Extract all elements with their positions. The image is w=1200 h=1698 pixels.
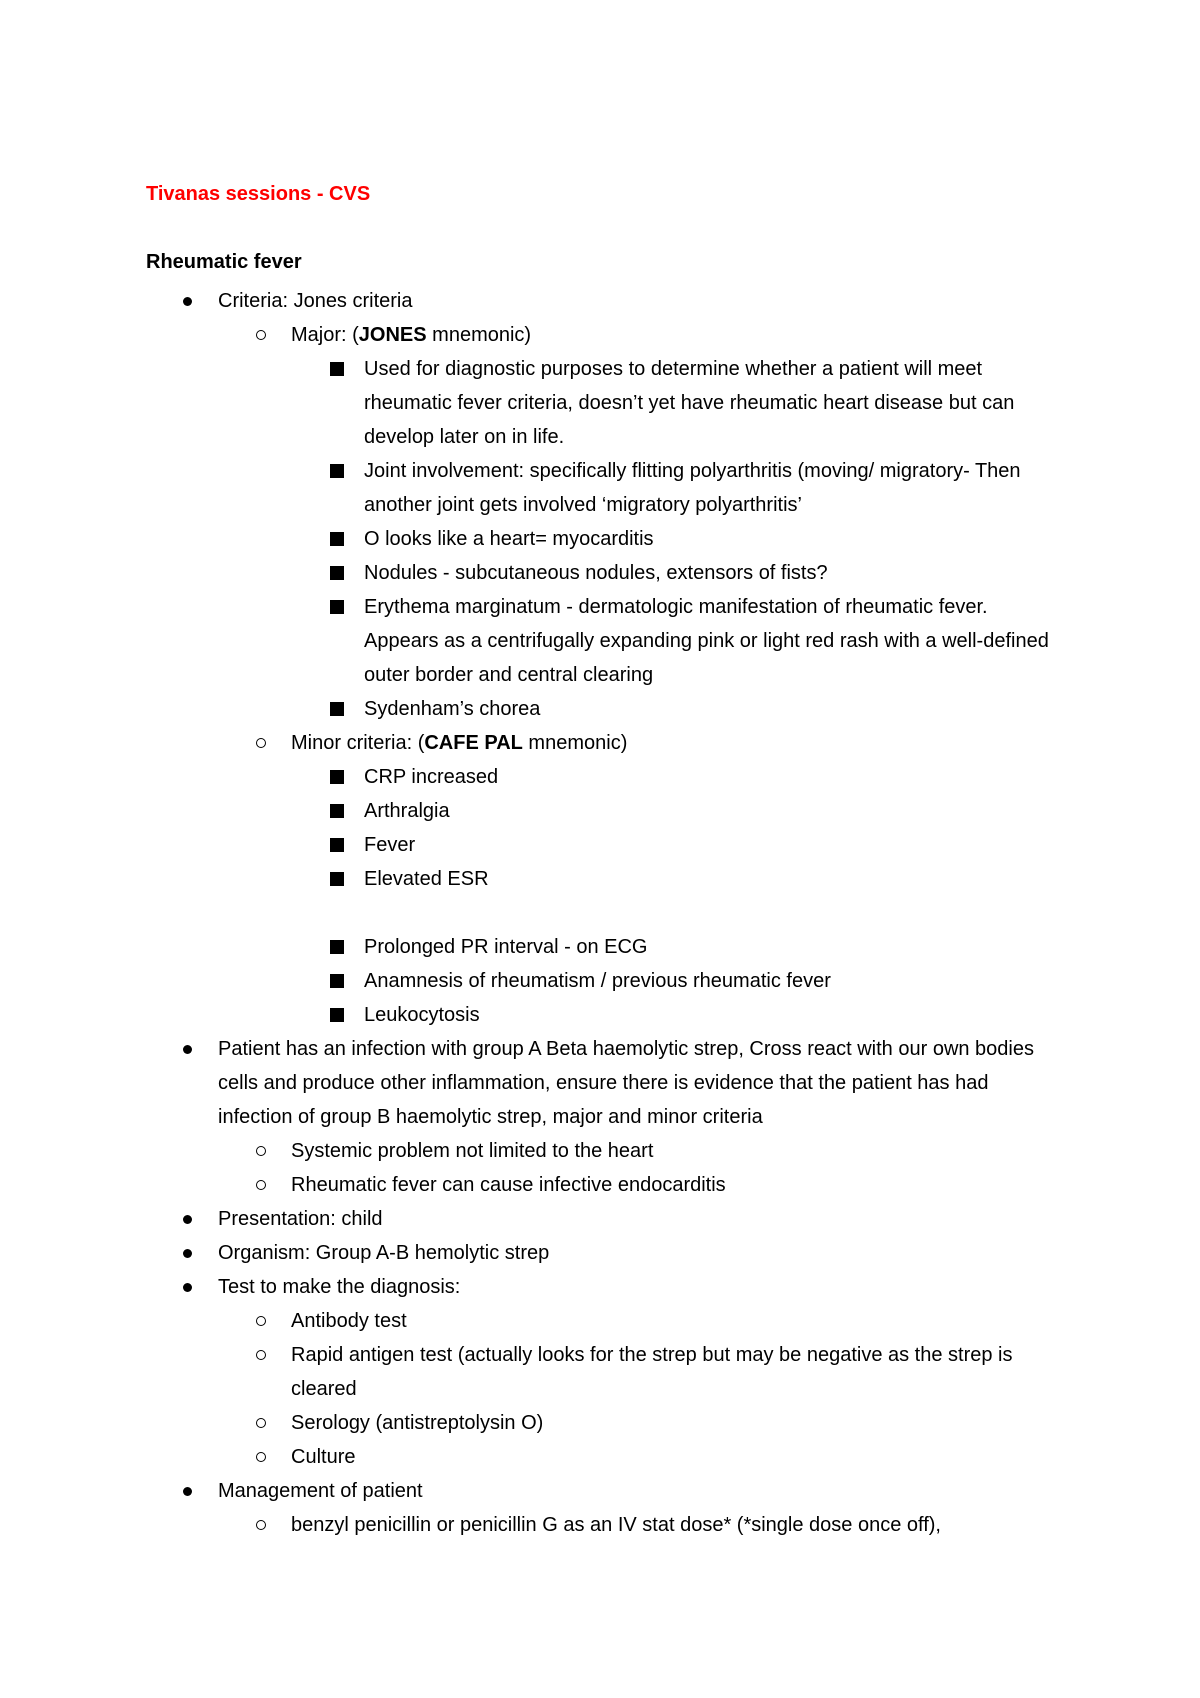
bullet-square-icon bbox=[330, 532, 344, 546]
major-item-text: Joint involvement: specifically flitting polyarthritis (moving/ migratory- Then another joint gets involved ‘migratory polyarthritis’ bbox=[364, 460, 1021, 516]
list-item-management bbox=[0, 1474, 1058, 1508]
major-item-text: Used for diagnostic purposes to determine whether a patient will meet rheumatic fever criteria, doesn’t yet have rheumatic heart disease but can develop later on in life. bbox=[364, 358, 1015, 448]
bullet-square-icon bbox=[330, 872, 344, 886]
bullet-square-icon bbox=[330, 804, 344, 818]
list-item bbox=[0, 692, 1064, 726]
list-item bbox=[0, 522, 1064, 556]
blank-line bbox=[0, 896, 1200, 930]
list-item-criteria bbox=[0, 284, 1058, 318]
infection-item-text: Systemic problem not limited to the heart bbox=[291, 1140, 654, 1162]
bullet-disc-icon bbox=[183, 1249, 192, 1258]
bullet-circle-icon bbox=[256, 1316, 266, 1326]
bullet-disc-icon bbox=[183, 1045, 192, 1054]
bullet-circle-icon bbox=[256, 330, 266, 340]
list-item bbox=[0, 930, 1064, 964]
minor-item-text: Leukocytosis bbox=[364, 1004, 480, 1026]
list-item bbox=[0, 1440, 1058, 1474]
bullet-circle-icon bbox=[256, 738, 266, 748]
outline-list bbox=[0, 284, 1200, 1542]
document-title: Tivanas sessions - CVS bbox=[146, 183, 371, 205]
list-item bbox=[0, 1508, 1058, 1542]
list-item bbox=[0, 352, 1064, 454]
list-item-presentation bbox=[0, 1202, 1058, 1236]
minor-item-text: Prolonged PR interval - on ECG bbox=[364, 936, 648, 958]
major-suffix: mnemonic) bbox=[426, 324, 532, 346]
bullet-square-icon bbox=[330, 600, 344, 614]
bullet-circle-icon bbox=[256, 1520, 266, 1530]
major-item-text: O looks like a heart= myocarditis bbox=[364, 528, 654, 550]
list-item bbox=[0, 794, 1064, 828]
minor-item-text: Arthralgia bbox=[364, 800, 450, 822]
list-item bbox=[0, 964, 1064, 998]
bullet-square-icon bbox=[330, 464, 344, 478]
bullet-disc-icon bbox=[183, 1215, 192, 1224]
list-item-organism bbox=[0, 1236, 1058, 1270]
bullet-circle-icon bbox=[256, 1146, 266, 1156]
bullet-square-icon bbox=[330, 702, 344, 716]
list-item-infection bbox=[0, 1032, 1058, 1134]
bullet-disc-icon bbox=[183, 1487, 192, 1496]
bullet-square-icon bbox=[330, 974, 344, 988]
test-item-text: Serology (antistreptolysin O) bbox=[291, 1412, 544, 1434]
organism-text: Organism: Group A-B hemolytic strep bbox=[218, 1242, 550, 1264]
test-item-text: Culture bbox=[291, 1446, 356, 1468]
list-item-major bbox=[0, 318, 1058, 352]
bullet-square-icon bbox=[330, 838, 344, 852]
list-item bbox=[0, 760, 1064, 794]
minor-item-text: CRP increased bbox=[364, 766, 499, 788]
minor-item-text: Elevated ESR bbox=[364, 868, 489, 890]
list-item bbox=[0, 1406, 1058, 1440]
list-item bbox=[0, 556, 1064, 590]
bullet-square-icon bbox=[330, 940, 344, 954]
infection-item-text: Rheumatic fever can cause infective endocarditis bbox=[291, 1174, 726, 1196]
test-item-text: Antibody test bbox=[291, 1310, 407, 1332]
bullet-disc-icon bbox=[183, 1283, 192, 1292]
bullet-square-icon bbox=[330, 566, 344, 580]
list-item bbox=[0, 998, 1064, 1032]
list-item-minor bbox=[0, 726, 1058, 760]
management-item-text: benzyl penicillin or penicillin G as an IV stat dose* (*single dose once off), bbox=[291, 1514, 941, 1536]
section-heading: Rheumatic fever bbox=[146, 251, 302, 273]
list-item-tests bbox=[0, 1270, 1058, 1304]
minor-suffix: mnemonic) bbox=[522, 732, 628, 754]
tests-label: Test to make the diagnosis: bbox=[218, 1276, 461, 1298]
bullet-square-icon bbox=[330, 1008, 344, 1022]
list-item bbox=[0, 1338, 1058, 1406]
presentation-text: Presentation: child bbox=[218, 1208, 383, 1230]
major-item-text: Sydenham’s chorea bbox=[364, 698, 541, 720]
minor-mnemonic: CAFE PAL bbox=[424, 732, 523, 754]
list-item bbox=[0, 590, 1064, 692]
list-item bbox=[0, 454, 1064, 522]
test-item-text: Rapid antigen test (actually looks for the strep but may be negative as the strep is cleared bbox=[291, 1344, 1013, 1400]
minor-item-text: Fever bbox=[364, 834, 416, 856]
minor-prefix: Minor criteria: ( bbox=[291, 732, 425, 754]
bullet-square-icon bbox=[330, 770, 344, 784]
list-item bbox=[0, 1304, 1058, 1338]
major-mnemonic: JONES bbox=[358, 324, 427, 346]
bullet-disc-icon bbox=[183, 297, 192, 306]
bullet-circle-icon bbox=[256, 1418, 266, 1428]
list-item bbox=[0, 828, 1064, 862]
major-item-text: Erythema marginatum - dermatologic manifestation of rheumatic fever. Appears as a centrifugally expanding pink or light red rash with a well-defined outer border and central clearing bbox=[364, 596, 1049, 686]
infection-text: Patient has an infection with group A Beta haemolytic strep, Cross react with our own bodies cells and produce other inflammation, ensure there is evidence that the patient has had infection of group B haemolytic strep, major and minor criteria bbox=[218, 1038, 1034, 1128]
bullet-circle-icon bbox=[256, 1180, 266, 1190]
list-item bbox=[0, 862, 1064, 896]
major-prefix: Major: ( bbox=[291, 324, 359, 346]
minor-item-text: Anamnesis of rheumatism / previous rheumatic fever bbox=[364, 970, 831, 992]
bullet-circle-icon bbox=[256, 1350, 266, 1360]
list-item bbox=[0, 1134, 1058, 1168]
major-item-text: Nodules - subcutaneous nodules, extensors of fists? bbox=[364, 562, 828, 584]
management-label: Management of patient bbox=[218, 1480, 423, 1502]
criteria-label: Criteria: Jones criteria bbox=[218, 290, 413, 312]
list-item bbox=[0, 1168, 1058, 1202]
bullet-circle-icon bbox=[256, 1452, 266, 1462]
bullet-square-icon bbox=[330, 362, 344, 376]
